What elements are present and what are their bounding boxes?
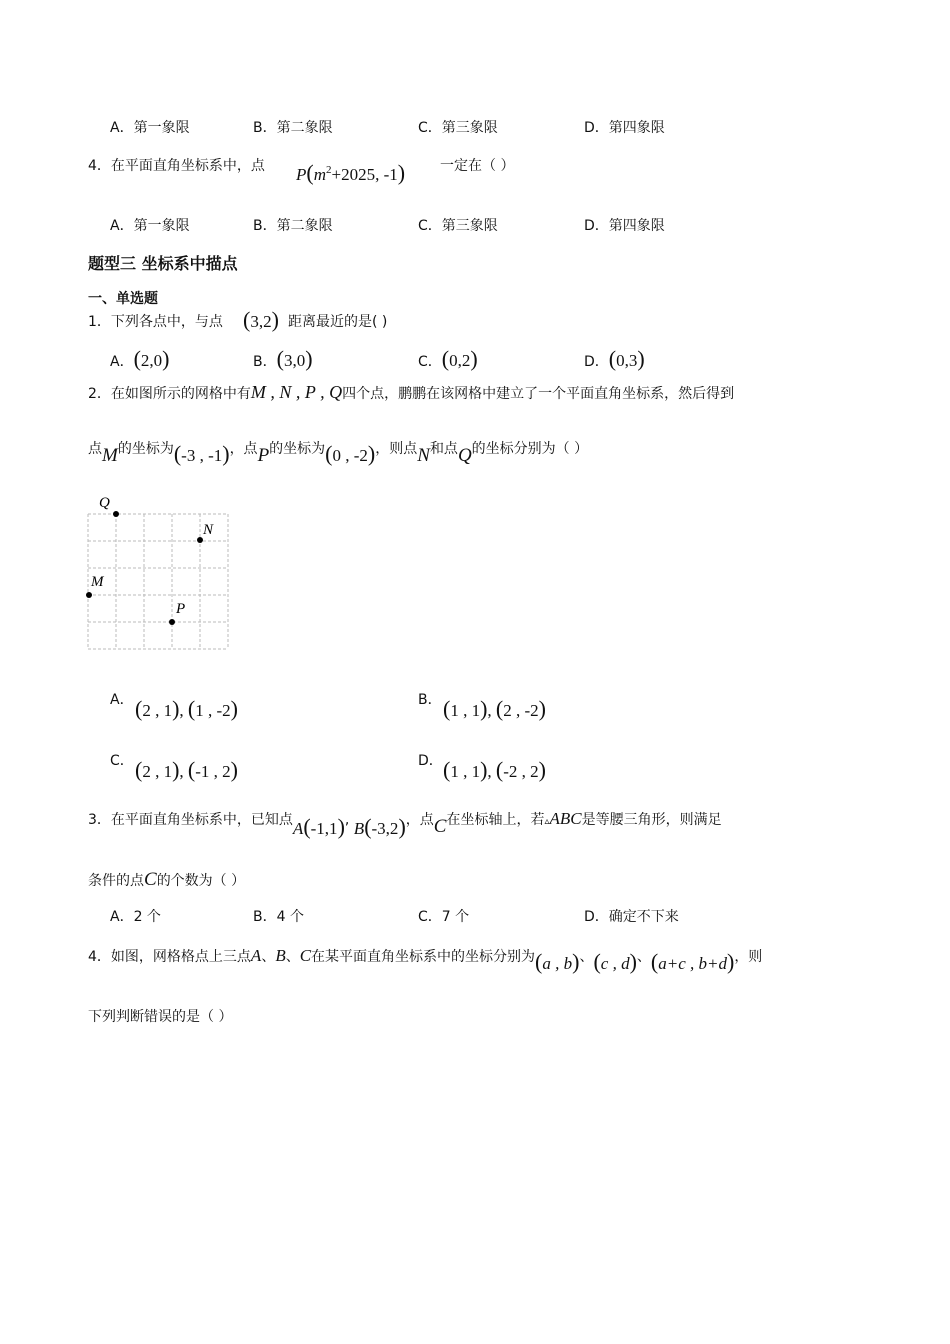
q4prev-prefix: 4．在平面直角坐标系中，点	[88, 158, 265, 174]
q2-option-c-label[interactable]: C．	[110, 753, 134, 769]
q2-option-a[interactable]: (2 , 1), (1 , -2)	[135, 696, 238, 721]
q3-line2: 条件的点C的个数为（ ）	[88, 869, 246, 890]
q2-line2: 点M的坐标为(-3 , -1)，点P的坐标为(0 , -2)，则点N和点Q的坐标分别为（ ）	[88, 441, 589, 466]
q4prev-option-b[interactable]: B．第二象限	[253, 218, 333, 234]
point-P	[169, 619, 175, 625]
q4prev-suffix: 一定在（ ）	[440, 158, 515, 174]
q2-P: P	[257, 445, 270, 466]
q2-N: N	[417, 445, 430, 466]
label-Q: Q	[99, 495, 110, 511]
q2-grid-svg	[80, 488, 240, 658]
q1-option-d[interactable]: D．(0,3)	[584, 346, 645, 371]
q3-option-a[interactable]: A．2 个	[110, 909, 161, 925]
q4-B: B	[275, 946, 286, 965]
section-title: 题型三 坐标系中描点	[88, 254, 238, 273]
q4-line1: 4．如图，网格格点上三点A、B、C在某平面直角坐标系中的坐标分别为(a , b)、(c , d)、(a+c , b+d)，则	[88, 946, 763, 974]
q4-coord-2: (c , d)	[593, 949, 637, 974]
q1-option-a[interactable]: A．(2,0)	[110, 346, 170, 371]
q3-C-2: C	[144, 869, 157, 890]
q3-ABC: ABC	[549, 809, 582, 828]
q4-coord-3: (a+c , b+d)	[650, 949, 735, 974]
q2-option-c[interactable]: (2 , 1), (-1 , 2)	[135, 757, 238, 782]
q3prev-option-b[interactable]: B．第二象限	[253, 120, 333, 136]
q4-A: A	[250, 946, 262, 965]
q4prev-option-a[interactable]: A．第一象限	[110, 218, 190, 234]
q4-C: C	[299, 946, 312, 965]
q2-Q: Q	[457, 445, 472, 466]
point-Q	[113, 511, 119, 517]
q3-C: C	[433, 816, 447, 837]
q3prev-option-c[interactable]: C．第三象限	[418, 120, 498, 136]
q2-line1: 2．在如图所示的网格中有M , N , P , Q四个点，鹏鹏在该网格中建立了一个平面直角坐标系，然后得到	[88, 382, 735, 402]
q2-option-b[interactable]: (1 , 1), (2 , -2)	[443, 696, 546, 721]
q3-point-B: B(-3,2)	[353, 814, 406, 839]
q2-option-d-label[interactable]: D．	[418, 753, 443, 769]
q1-suffix: 距离最近的是( )	[288, 314, 388, 330]
q4-line2: 下列判断错误的是（ ）	[88, 1009, 233, 1025]
q2-option-b-label[interactable]: B．	[418, 692, 442, 708]
q3-line1: 3．在平面直角坐标系中，已知点A(-1,1), B(-3,2)，点C在坐标轴上，若▵ABC是等腰三角形，则满足	[88, 809, 722, 839]
q3prev-option-d[interactable]: D．第四象限	[584, 120, 665, 136]
q4prev-point-expression: $P(m^2+2025$, -1)	[296, 160, 406, 185]
q2-P-coord: (0 , -2)	[325, 441, 376, 466]
q2-grid-figure	[80, 488, 240, 658]
q1-prefix: 1．下列各点中，与点	[88, 314, 223, 330]
section-subtitle: 一、单选题	[88, 291, 158, 307]
q4prev-plus-2025: +2025	[331, 165, 376, 184]
q1-point: (3,2)	[243, 307, 279, 332]
label-M: M	[91, 574, 104, 590]
q4-coord-1: (a , b)	[535, 949, 580, 974]
q4prev-point-letter: P	[296, 165, 307, 184]
q3-option-c[interactable]: C．7 个	[418, 909, 470, 925]
triangle-icon: ▵	[544, 816, 550, 827]
q2-option-d[interactable]: (1 , 1), (-2 , 2)	[443, 757, 546, 782]
q4prev-option-c[interactable]: C．第三象限	[418, 218, 498, 234]
q2-M-coord: (-3 , -1)	[173, 441, 230, 466]
q3prev-option-a[interactable]: A．第一象限	[110, 120, 190, 136]
q1-option-b[interactable]: B．(3,0)	[253, 346, 313, 371]
q2-points-list: M , N , P , Q	[250, 382, 343, 402]
q4prev-comma-neg1: , -1	[375, 165, 398, 184]
point-M	[86, 592, 92, 598]
label-N: N	[203, 522, 214, 538]
q2-option-a-label[interactable]: A．	[110, 692, 134, 708]
q1-option-c[interactable]: C．(0,2)	[418, 346, 478, 371]
label-P: P	[176, 601, 186, 617]
q3-point-A: A(-1,1)	[292, 814, 345, 839]
q3-option-b[interactable]: B．4 个	[253, 909, 304, 925]
q4prev-option-d[interactable]: D．第四象限	[584, 218, 665, 234]
q4prev-exp: 2	[326, 164, 332, 176]
q2-M: M	[102, 445, 118, 466]
q3-option-d[interactable]: D．确定不下来	[584, 909, 679, 925]
q4prev-m: m	[313, 165, 326, 184]
